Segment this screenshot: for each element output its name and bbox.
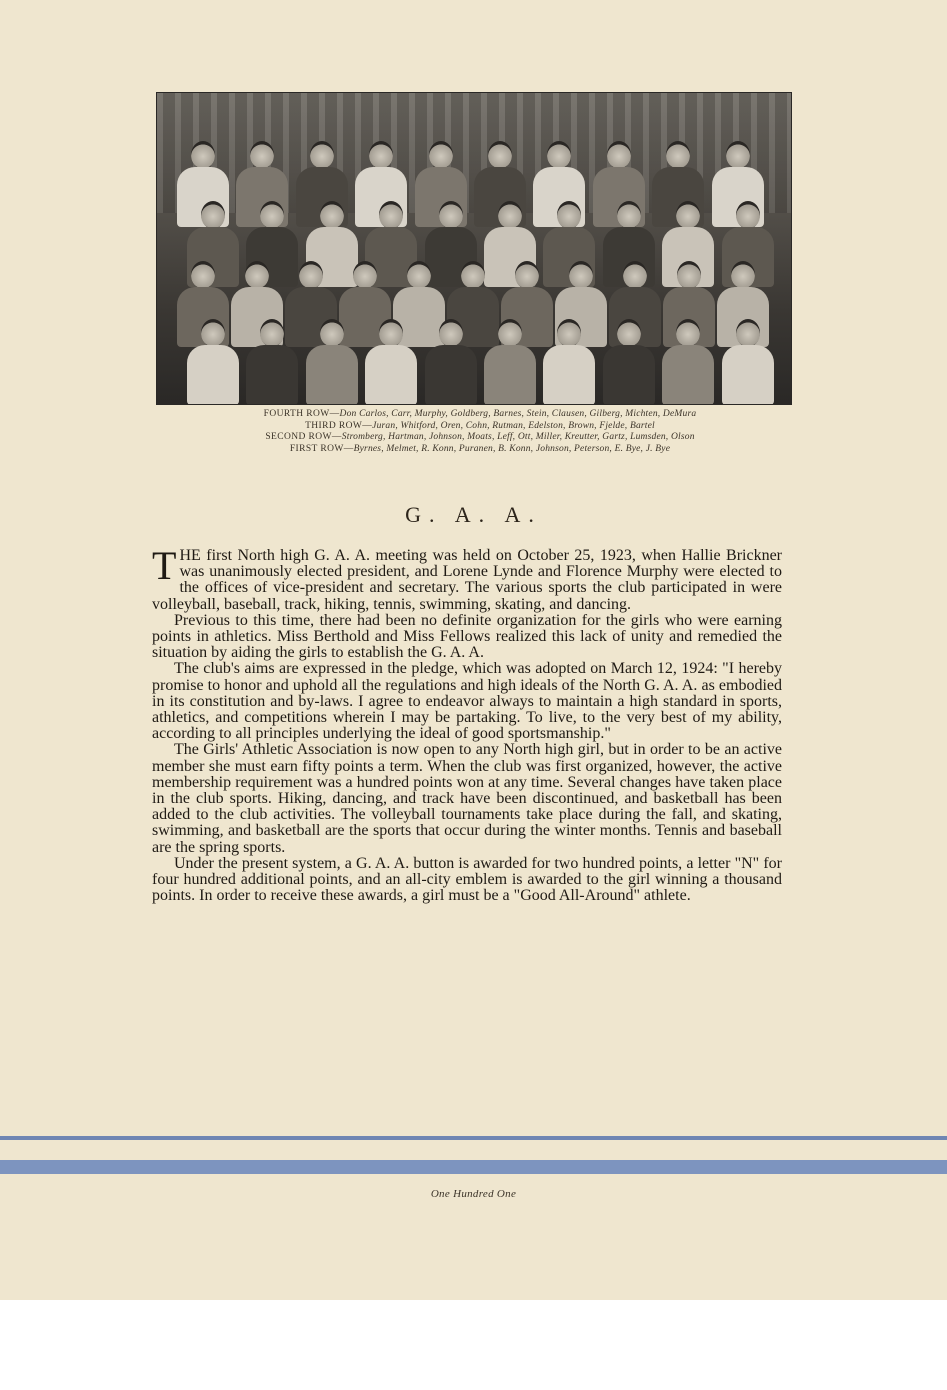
- person-body: [722, 345, 774, 405]
- person-head: [488, 141, 512, 169]
- person-head: [676, 201, 700, 229]
- page-title: G. A. A.: [405, 502, 542, 527]
- caption-row-label: FOURTH ROW—: [263, 409, 340, 419]
- person-head: [201, 201, 225, 229]
- caption-row-third: [140, 421, 820, 433]
- person-head: [726, 141, 750, 169]
- caption-row-names: Stromberg, Hartman, Johnson, Moats, Leff, Ott, Miller, Kreutter, Gartz, Lumsden, Olson: [341, 432, 695, 442]
- person-head: [677, 261, 701, 289]
- person-head: [379, 319, 403, 347]
- caption-row-names: Juran, Whitford, Oren, Cohn, Rutman, Edelston, Brown, Fjelde, Bartel: [372, 420, 655, 431]
- person-head: [299, 261, 323, 289]
- person-head: [623, 261, 647, 289]
- person-head: [736, 201, 760, 229]
- caption-row-names: Don Carlos, Carr, Murphy, Goldberg, Barnes, Stein, Clausen, Gilberg, Michten, DeMura: [339, 409, 697, 419]
- decorative-rule-thick: [0, 1160, 947, 1174]
- person-head: [498, 201, 522, 229]
- group-photo: [156, 92, 792, 405]
- person-head: [617, 201, 641, 229]
- person-head: [515, 261, 539, 289]
- paragraph: [152, 543, 782, 613]
- photo-person: [484, 319, 536, 405]
- paragraph: The Girls' Athletic Association is now open to any North high girl, but in order to be an active member she must earn fifty points a term. When the club was first organized, however, the active membership requirement was a hundred points won at any time. Several changes have taken place in the club sports. Hiking, dancing, and track have been discontinued, and basketball has been added to the club activities. The volleyball tournaments take place during the fall, and skating, swimming, and basketball are the sports that occur during the winter months. Tennis and baseball are the spring sports.: [152, 741, 782, 856]
- photo-person: [662, 319, 714, 405]
- person-head: [320, 201, 344, 229]
- photo-person: [246, 319, 298, 405]
- person-head: [260, 201, 284, 229]
- decorative-rule-thin: [0, 1136, 947, 1140]
- caption-row-names: Byrnes, Melmet, R. Konn, Puranen, B. Konn, Johnson, Peterson, E. Bye, J. Bye: [353, 443, 671, 454]
- paragraph: The club's aims are expressed in the pledge, which was adopted on March 12, 1924: "I hereby promise to honor and uphold all the regulations and high ideals of the North G. A. A. as embodied in its constitution and by-laws. I agree to endeavor always to maintain a high standard in sports, athletics, and competitions wherein I may be partaking. To live, to the very best of my ability, according to all principles underlying the ideal of good sportsmanship.": [152, 660, 782, 743]
- person-head: [439, 201, 463, 229]
- photo-caption: [140, 409, 820, 455]
- paragraph: Previous to this time, there had been no definite organization for the girls who were earning points in athletics. Miss Berthold and Miss Fellows realized this lack of unity and remedied the situation by aiding the girls to establish the G. A. A.: [152, 611, 782, 662]
- person-head: [607, 141, 631, 169]
- person-body: [187, 345, 239, 405]
- person-body: [306, 345, 358, 405]
- person-head: [557, 201, 581, 229]
- person-head: [191, 261, 215, 289]
- person-body: [365, 345, 417, 405]
- caption-row-label: SECOND ROW—: [265, 432, 342, 442]
- paragraph-text: HE first North high G. A. A. meeting was held on October 25, 1923, when Hallie Brickner was unanimously elected president, and Lorene Lynde and Florence Murphy were elected to the offices of vice-president and secretary. The various sports the club participated in were volleyball, baseball, track, hiking, tennis, swimming, skating, and dancing.: [152, 547, 782, 613]
- person-head: [201, 319, 225, 347]
- person-head: [369, 141, 393, 169]
- person-body: [425, 345, 477, 405]
- photo-person: [306, 319, 358, 405]
- caption-row-fourth: [140, 409, 820, 421]
- person-head: [666, 141, 690, 169]
- person-head: [547, 141, 571, 169]
- photo-person: [722, 319, 774, 405]
- person-head: [569, 261, 593, 289]
- person-head: [407, 261, 431, 289]
- person-head: [498, 319, 522, 347]
- paragraph: Under the present system, a G. A. A. button is awarded for two hundred points, a letter "N" for four hundred additional points, and an all-city emblem is awarded to the girl winning a thousand points. In order to receive these awards, a girl must be a "Good All-Around" athlete.: [152, 854, 782, 905]
- person-head: [736, 319, 760, 347]
- caption-row-first: [140, 444, 820, 456]
- photo-person: [543, 319, 595, 405]
- person-body: [662, 345, 714, 405]
- person-head: [260, 319, 284, 347]
- person-head: [676, 319, 700, 347]
- person-head: [353, 261, 377, 289]
- person-head: [557, 319, 581, 347]
- caption-row-label: FIRST ROW—: [289, 443, 354, 454]
- caption-row-label: THIRD ROW—: [305, 420, 373, 431]
- caption-row-second: [140, 432, 820, 444]
- person-body: [603, 345, 655, 405]
- photo-person: [187, 319, 239, 405]
- page-number: One Hundred One: [430, 1188, 517, 1200]
- photo-person: [365, 319, 417, 405]
- drop-cap: T: [152, 543, 177, 588]
- person-head: [250, 141, 274, 169]
- person-body: [484, 345, 536, 405]
- person-head: [245, 261, 269, 289]
- photo-person: [603, 319, 655, 405]
- article-body: [152, 543, 782, 905]
- person-head: [731, 261, 755, 289]
- person-head: [439, 319, 463, 347]
- photo-person: [425, 319, 477, 405]
- person-head: [617, 319, 641, 347]
- person-head: [320, 319, 344, 347]
- person-head: [461, 261, 485, 289]
- person-head: [310, 141, 334, 169]
- person-body: [543, 345, 595, 405]
- person-head: [429, 141, 453, 169]
- person-head: [379, 201, 403, 229]
- person-head: [191, 141, 215, 169]
- person-body: [246, 345, 298, 405]
